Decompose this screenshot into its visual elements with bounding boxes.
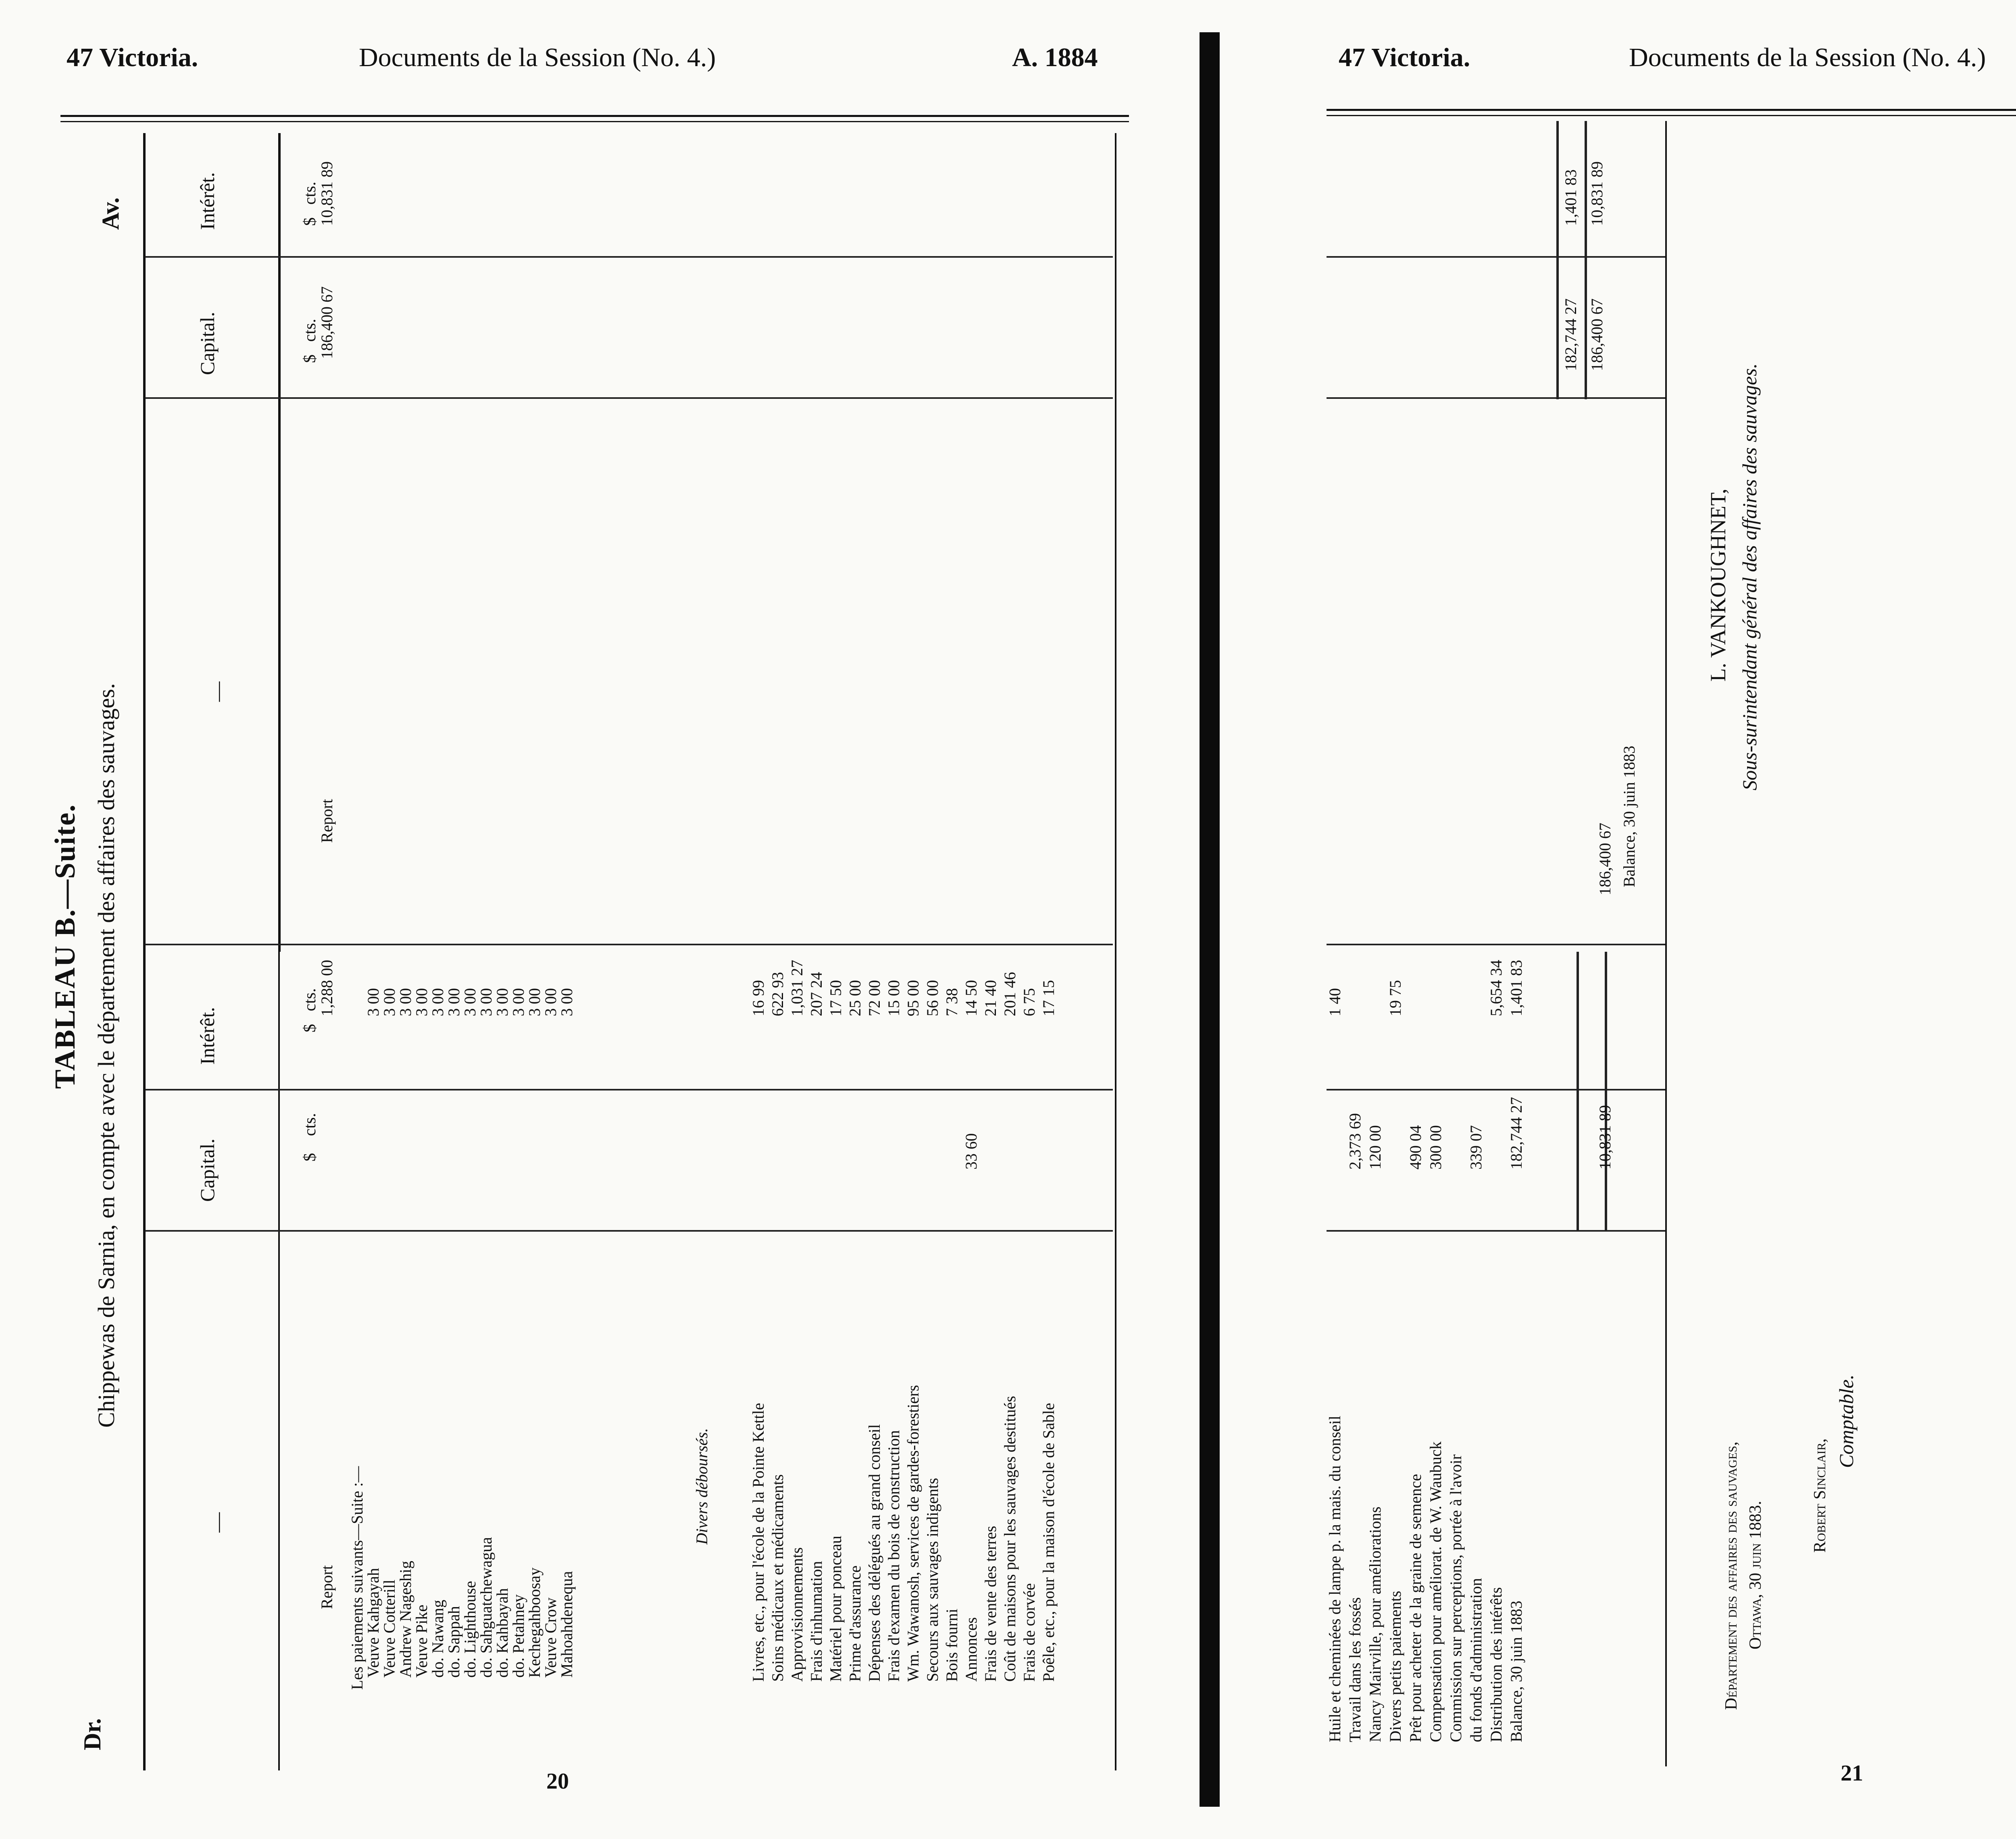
left-divers-row-0-label: Livres, etc., pour l'école de la Pointe Kettle bbox=[749, 1403, 767, 1682]
debit-capital-units: $ cts. bbox=[301, 1113, 319, 1161]
left-debit-row-2-interet: 3 00 bbox=[364, 988, 382, 1016]
left-col-sep-credit-capital bbox=[145, 256, 1113, 258]
right-debit-row-3-interet: 19 75 bbox=[1386, 980, 1404, 1016]
left-divers-row-2-label: Approvisionnements bbox=[788, 1547, 806, 1682]
debit-capital-heading: Capital. bbox=[196, 1138, 219, 1202]
left-divers-row-2-interet: 1,031 27 bbox=[788, 960, 806, 1016]
right-debit-row-7-capital: 339 07 bbox=[1467, 1125, 1485, 1170]
left-divers-row-3-interet: 207 24 bbox=[807, 972, 825, 1016]
right-header-session: 47 Victoria. bbox=[1339, 43, 1470, 72]
left-debit-row-11-interet: 3 00 bbox=[509, 988, 527, 1016]
accountant-name: Robert Sinclair, bbox=[1811, 1438, 1829, 1553]
left-debit-row-5-interet: 3 00 bbox=[412, 988, 431, 1016]
left-divers-row-1-interet: 622 93 bbox=[768, 972, 787, 1016]
left-debit-row-12-label: Kechegahboosay bbox=[525, 1567, 544, 1678]
debit-total-rule bbox=[1605, 952, 1607, 1230]
credit-total-capital: 186,400 67 bbox=[1588, 298, 1606, 371]
left-debit-row-12-interet: 3 00 bbox=[525, 988, 544, 1016]
credit-capital-units: $ cts. bbox=[301, 319, 319, 363]
right-col-sep-interet bbox=[1327, 944, 1665, 945]
left-divers-row-7-label: Frais d'examen du bois de construction bbox=[885, 1430, 903, 1682]
credit-total-rule bbox=[1585, 121, 1587, 399]
table-subtitle: Chippewas de Sarnia, en compte avec le département des affaires des sauvages. bbox=[93, 683, 119, 1428]
left-divers-row-14-interet: 6 75 bbox=[1020, 988, 1038, 1016]
signatory-name: L. VANKOUGHNET, bbox=[1706, 488, 1730, 682]
credit-balance-capital: 182,744 27 bbox=[1562, 298, 1580, 371]
left-header-title: Documents de la Session (No. 4.) bbox=[359, 43, 716, 72]
credit-balance-interet: 1,401 83 bbox=[1562, 169, 1580, 226]
credit-report-capital: 186,400 67 bbox=[318, 286, 336, 359]
left-divers-row-0-interet: 16 99 bbox=[749, 980, 767, 1016]
right-debit-row-9-interet: 1,401 83 bbox=[1507, 960, 1525, 1016]
credit-report-label: Report bbox=[318, 799, 336, 843]
right-col-sep-capital bbox=[1327, 1089, 1665, 1090]
credit-capital-heading: Capital. bbox=[196, 312, 219, 375]
left-debit-row-6-label: do. Nawang bbox=[429, 1599, 447, 1678]
left-debit-row-5-label: Veuve Pike bbox=[412, 1604, 431, 1678]
credit-interet-units: $ cts. bbox=[301, 181, 319, 226]
right-debit-row-4-label: Prêt pour acheter de la graine de semence bbox=[1406, 1474, 1425, 1742]
right-debit-row-1-capital: 2,373 69 bbox=[1346, 1113, 1364, 1170]
right-debit-row-3-label: Divers petits paiements bbox=[1386, 1591, 1404, 1742]
av-label: Av. bbox=[97, 197, 124, 230]
department-name: Département des affaires des sauvages, bbox=[1722, 1441, 1741, 1710]
left-divers-row-14-label: Frais de corvée bbox=[1020, 1583, 1038, 1682]
debit-total-interet: 10,831 89 bbox=[1596, 1105, 1614, 1170]
debit-dash-heading: — bbox=[206, 1512, 229, 1532]
left-divers-row-13-label: Coût de maisons pour les sauvages destitués bbox=[1001, 1396, 1019, 1682]
credit-interet-heading: Intérêt. bbox=[196, 172, 219, 230]
left-divers-row-8-interet: 95 00 bbox=[904, 980, 922, 1016]
debit-sum-rule bbox=[1577, 952, 1579, 1230]
right-debit-row-9-label: Balance, 30 juin 1883 bbox=[1507, 1600, 1525, 1742]
left-divers-row-3-label: Frais d'inhumation bbox=[807, 1561, 825, 1682]
left-divers-row-5-interet: 25 00 bbox=[846, 980, 864, 1016]
debit-total-capital: 186,400 67 bbox=[1596, 823, 1614, 895]
left-divers-row-10-interet: 7 38 bbox=[943, 988, 961, 1016]
left-divers-row-15-label: Poêle, etc., pour la maison d'école de Sable bbox=[1039, 1403, 1058, 1682]
left-divers-row-4-interet: 17 50 bbox=[827, 980, 845, 1016]
left-divers-row-12-interet: 21 40 bbox=[981, 980, 1000, 1016]
right-debit-row-8-interet: 5,654 34 bbox=[1487, 960, 1505, 1016]
left-debit-row-0-interet: 1,288 00 bbox=[318, 960, 336, 1016]
left-col-sep-credit-label bbox=[145, 397, 1113, 399]
table-title: TABLEAU B.—Suite. bbox=[49, 804, 81, 1089]
right-debit-row-2-label: Nancy Mairville, pour améliorations bbox=[1366, 1506, 1384, 1742]
left-table-midrule-bottom bbox=[278, 940, 280, 1770]
left-divers-row-1-label: Soins médicaux et médicaments bbox=[768, 1474, 787, 1682]
left-header-session: 47 Victoria. bbox=[67, 43, 198, 72]
left-divers-row-7-interet: 15 00 bbox=[885, 980, 903, 1016]
left-debit-row-0-label: Report bbox=[318, 1565, 336, 1609]
credit-total-interet: 10,831 89 bbox=[1588, 161, 1606, 226]
left-debit-row-8-label: do. Lighthouse bbox=[461, 1581, 479, 1678]
right-debit-row-2-capital: 120 00 bbox=[1366, 1125, 1384, 1170]
right-debit-row-1-label: Travail dans les fossés bbox=[1346, 1597, 1364, 1742]
debit-interet-heading: Intérêt. bbox=[196, 1007, 219, 1065]
right-debit-row-7-label: du fonds d'administration bbox=[1467, 1578, 1485, 1742]
left-divers-row-8-label: Wm. Wawanosh, services de gardes-forestiers bbox=[904, 1385, 922, 1682]
left-debit-row-6-interet: 3 00 bbox=[429, 988, 447, 1016]
left-divers-row-5-label: Prime d'assurance bbox=[846, 1565, 864, 1682]
left-debit-row-3-interet: 3 00 bbox=[380, 988, 398, 1016]
right-debit-row-0-interet: 1 40 bbox=[1326, 988, 1344, 1016]
left-debit-row-7-interet: 3 00 bbox=[445, 988, 463, 1016]
left-divers-row-15-interet: 17 15 bbox=[1039, 980, 1058, 1016]
credit-dash-heading: — bbox=[206, 682, 229, 702]
credit-balance-label: Balance, 30 juin 1883 bbox=[1620, 745, 1638, 887]
left-divers-row-4-label: Matériel pour ponceau bbox=[827, 1535, 845, 1682]
left-divers-row-9-interet: 56 00 bbox=[923, 980, 941, 1016]
left-page-number: 20 bbox=[546, 1769, 569, 1794]
left-debit-row-2-label: Veuve Kahgayah bbox=[364, 1568, 382, 1678]
left-header-year: A. 1884 bbox=[1012, 43, 1098, 72]
left-debit-row-8-interet: 3 00 bbox=[461, 988, 479, 1016]
left-debit-row-4-interet: 3 00 bbox=[396, 988, 414, 1016]
right-table-edge bbox=[1665, 121, 1667, 1766]
left-divers-row-9-label: Secours aux sauvages indigents bbox=[923, 1478, 941, 1682]
left-header-rule-2 bbox=[60, 121, 1129, 122]
right-debit-row-4-capital: 490 04 bbox=[1406, 1125, 1425, 1170]
left-divers-row-11-capital: 33 60 bbox=[962, 1133, 980, 1170]
right-debit-row-9-capital: 182,744 27 bbox=[1507, 1097, 1525, 1170]
right-header-rule-2 bbox=[1327, 115, 2016, 116]
left-table-edge bbox=[143, 133, 146, 1770]
right-debit-row-5-label: Compensation pour améliorat. de W. Waubuck bbox=[1427, 1441, 1445, 1742]
left-header-rule bbox=[60, 115, 1129, 117]
left-debit-row-10-interet: 3 00 bbox=[493, 988, 511, 1016]
accountant-title: Comptable. bbox=[1835, 1374, 1858, 1468]
right-page-number: 21 bbox=[1841, 1761, 1863, 1786]
place-date: Ottawa, 30 juin 1883. bbox=[1746, 1501, 1765, 1649]
dr-label: Dr. bbox=[79, 1718, 106, 1750]
left-debit-row-1-label: Les paiements suivants—Suite :— bbox=[348, 1466, 366, 1690]
left-debit-row-14-interet: 3 00 bbox=[558, 988, 576, 1016]
left-debit-row-4-label: Andrew Nageshig bbox=[396, 1561, 414, 1678]
left-col-sep-interet bbox=[145, 944, 1113, 945]
right-debit-row-6-label: Commission sur perceptions, portée à l'avoir bbox=[1447, 1454, 1465, 1742]
left-debit-row-13-label: Veuve Crow bbox=[541, 1597, 560, 1678]
left-debit-row-14-label: Mahoahdenequa bbox=[558, 1571, 576, 1678]
left-col-sep-label bbox=[145, 1230, 1113, 1232]
left-divers-row-11-label: Annonces bbox=[962, 1617, 980, 1682]
right-col-sep-credit-label bbox=[1327, 397, 1665, 399]
right-debit-row-0-label: Huile et cheminées de lampe p. la mais. du conseil bbox=[1326, 1416, 1344, 1742]
right-header-rule bbox=[1327, 109, 2016, 111]
left-debit-row-3-label: Veuve Cotterill bbox=[380, 1579, 398, 1678]
left-debit-row-10-label: do. Kahbayah bbox=[493, 1588, 511, 1678]
left-debit-row-7-label: do. Sappah bbox=[445, 1606, 463, 1678]
left-divers-row-12-label: Frais de vente des terres bbox=[981, 1526, 1000, 1682]
left-table-right-rule bbox=[1115, 133, 1116, 1770]
right-header-title: Documents de la Session (No. 4.) bbox=[1629, 43, 1986, 72]
left-debit-row-9-interet: 3 00 bbox=[477, 988, 495, 1016]
left-divers-row-10-label: Bois fourni bbox=[943, 1608, 961, 1682]
left-debit-row-11-label: do. Petahney bbox=[509, 1594, 527, 1678]
left-debit-row-13-interet: 3 00 bbox=[541, 988, 560, 1016]
left-debit-row-9-label: do. Sahguatchewagua bbox=[477, 1537, 495, 1678]
credit-report-interet: 10,831 89 bbox=[318, 161, 336, 226]
right-col-sep-credit-capital bbox=[1327, 256, 1665, 258]
right-debit-row-5-capital: 300 00 bbox=[1427, 1125, 1445, 1170]
right-col-sep-label bbox=[1327, 1230, 1665, 1232]
divers-heading: Divers déboursés. bbox=[693, 1428, 711, 1545]
credit-sum-rule bbox=[1556, 121, 1559, 399]
left-divers-row-6-interet: 72 00 bbox=[865, 980, 883, 1016]
left-divers-row-11-interet: 14 50 bbox=[962, 980, 980, 1016]
page-gutter bbox=[1200, 32, 1220, 1807]
left-divers-row-6-label: Dépenses des délégués au grand conseil bbox=[865, 1424, 883, 1682]
debit-interet-units: $ cts. bbox=[301, 988, 319, 1032]
right-debit-row-8-label: Distribution des intérêts bbox=[1487, 1587, 1505, 1742]
left-col-sep-capital bbox=[145, 1089, 1113, 1090]
signatory-title: Sous-surintendant général des affaires des sauvages. bbox=[1738, 363, 1761, 790]
left-divers-row-13-interet: 201 46 bbox=[1001, 972, 1019, 1016]
